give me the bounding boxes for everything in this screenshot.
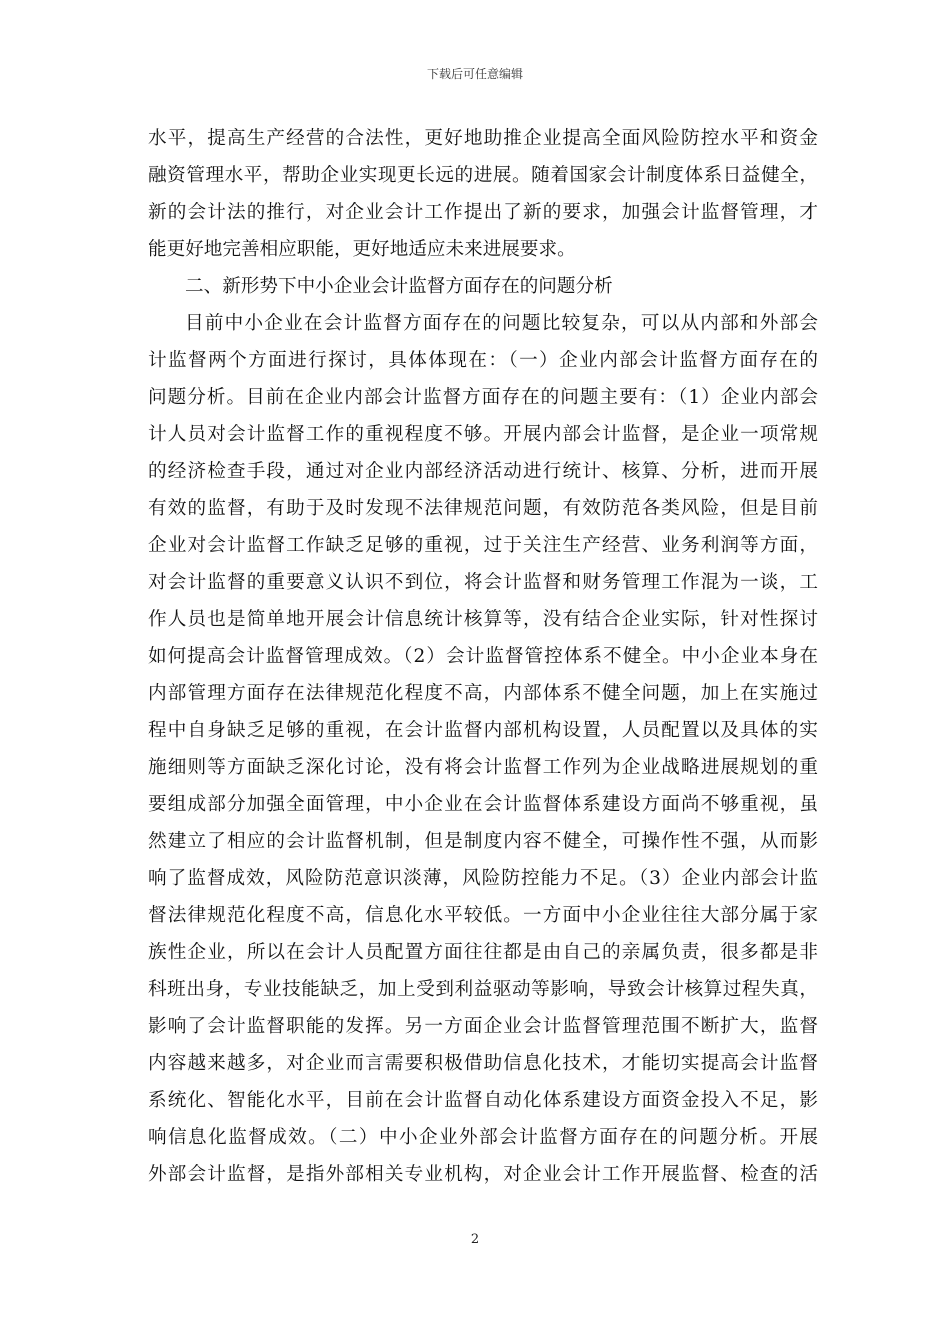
paragraph-line: 企业对会计监督工作缺乏足够的重视，过于关注生产经营、业务利润等方面，	[148, 535, 818, 556]
paragraph-line: 影响了会计监督职能的发挥。另一方面企业会计监督管理范围不断扩大，监督	[148, 1016, 818, 1037]
paragraph-line: 响了监督成效，风险防范意识淡薄，风险防控能力不足。（3）企业内部会计监	[148, 868, 818, 889]
paragraph-line: 要组成部分加强全面管理，中小企业在会计监督体系建设方面尚不够重视，虽	[148, 794, 818, 815]
paragraph-line: 响信息化监督成效。（二）中小企业外部会计监督方面存在的问题分析。开展	[148, 1127, 818, 1148]
paragraph-line: 督法律规范化程度不高，信息化水平较低。一方面中小企业往往大部分属于家	[148, 905, 818, 926]
paragraph-line: 科班出身，专业技能缺乏，加上受到利益驱动等影响，导致会计核算过程失真，	[148, 979, 818, 1000]
paragraph-line: 作人员也是简单地开展会计信息统计核算等，没有结合企业实际，针对性探讨	[148, 609, 818, 630]
paragraph-line: 如何提高会计监督管理成效。（2）会计监督管控体系不健全。中小企业本身在	[148, 646, 818, 667]
paragraph-line: 内容越来越多，对企业而言需要积极借助信息化技术，才能切实提高会计监督	[148, 1053, 818, 1074]
page-header: 下载后可任意编辑	[426, 67, 523, 81]
paragraph-line: 水平，提高生产经营的合法性，更好地助推企业提高全面风险防控水平和资金	[148, 128, 818, 149]
page-number: 2	[470, 1232, 480, 1247]
paragraph-line: 计监督两个方面进行探讨，具体体现在：（一）企业内部会计监督方面存在的	[148, 350, 818, 371]
paragraph-line: 内部管理方面存在法律规范化程度不高，内部体系不健全问题，加上在实施过	[148, 683, 818, 704]
paragraph-line: 的经济检查手段，通过对企业内部经济活动进行统计、核算、分析，进而开展	[148, 461, 818, 482]
paragraph-line: 新的会计法的推行，对企业会计工作提出了新的要求，加强会计监督管理，才	[148, 202, 818, 223]
paragraph-line: 然建立了相应的会计监督机制，但是制度内容不健全，可操作性不强，从而影	[148, 831, 818, 852]
paragraph-line: 融资管理水平，帮助企业实现更长远的进展。随着国家会计制度体系日益健全，	[148, 165, 818, 186]
paragraph-line: 对会计监督的重要意义认识不到位，将会计监督和财务管理工作混为一谈，工	[148, 572, 818, 593]
paragraph-line: 问题分析。目前在企业内部会计监督方面存在的问题主要有：（1）企业内部会	[148, 387, 818, 408]
section-heading: 二、新形势下中小企业会计监督方面存在的问题分析	[185, 276, 613, 297]
paragraph-line: 系统化、智能化水平，目前在会计监督自动化体系建设方面资金投入不足，影	[148, 1090, 818, 1111]
paragraph-line: 能更好地完善相应职能，更好地适应未来进展要求。	[148, 239, 576, 260]
paragraph-line: 有效的监督，有助于及时发现不法律规范问题，有效防范各类风险，但是目前	[148, 498, 818, 519]
paragraph-line: 目前中小企业在会计监督方面存在的问题比较复杂，可以从内部和外部会	[185, 313, 818, 334]
paragraph-line: 外部会计监督，是指外部相关专业机构，对企业会计工作开展监督、检查的活	[148, 1164, 818, 1185]
paragraph-line: 族性企业，所以在会计人员配置方面往往都是由自己的亲属负责，很多都是非	[148, 942, 818, 963]
paragraph-line: 施细则等方面缺乏深化讨论，没有将会计监督工作列为企业战略进展规划的重	[148, 757, 818, 778]
paragraph-line: 计人员对会计监督工作的重视程度不够。开展内部会计监督，是企业一项常规	[148, 424, 818, 445]
paragraph-line: 程中自身缺乏足够的重视，在会计监督内部机构设置，人员配置以及具体的实	[148, 720, 818, 741]
